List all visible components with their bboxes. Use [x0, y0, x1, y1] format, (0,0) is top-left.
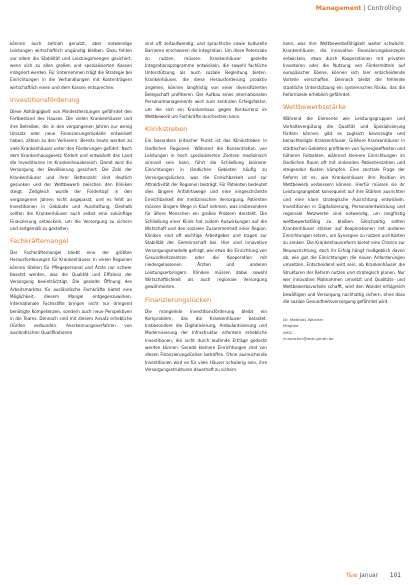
page-number: 101 [389, 573, 401, 579]
heading-klinikstreben: Klinikstreben [145, 125, 188, 134]
column-3 [283, 40, 405, 342]
footer-issue: Januar [359, 573, 379, 579]
author-org: WDC [283, 329, 293, 335]
heading-investitionsfoerderung: Investitionsförderung [10, 96, 80, 105]
col1-paragraph-1: können auch zeitnah genutzt, aber notwendige Leistungen wirtschaftlich ungünstig bleiben. Dazu fehlen vor allem die Stabilität und Leistungsmengen gesichert, wenn sich zu allen großen und spezialisierten Kassen integriert werden. Für Unternehmen trägt die Strategie bei Einrichtungen in die Verhandlungen mit Kostenträgern wirtschaftlich einen und dem Kassen entsprechen. [10, 41, 132, 90]
header-subsection: Controlling [367, 5, 401, 12]
col2-paragraph-1: sind oft zeitaufwendig, und sprachliche sowie kulturelle Barrieren erschweren die Integration. Um diese Potenziale zu nutzen, müssen Krankenhäuser gezielte Integrationsprogramme entwickeln, die sowohl fachliche Unterstützung als auch soziale Begleitung bieten. Krankenhäuser, die diese Herausforderung proaktiv angehen, können langfristig von einer diversifizierten Belegschaft profitieren. Der Aufbau eines internationalen Personalmanagements wird zum zentralen Erfolgsfaktor, um die sich ein Krankenhaus gegen Konkurrenz im Wettbewerb um Fachkräfte durchsetzen kann. [145, 41, 267, 119]
author-box [283, 317, 405, 342]
col1-paragraph-3: Der Fachkräftemangel bleibt eine der größten Herausforderungen für Krankenhäuser. In vielen Regionen können Stellen für Pflegepersonal und Ärzte nur schwer besetzt werden, was die Qualität und Effizienz der Versorgung beeinträchtigt. Die gezielte Öffnung des Arbeitsmarktes für ausländische Fachkräfte bietet eine Möglichkeit, diesem Mangel entgegenzuwirken. Internationale Fachkräfte bringen nicht nur dringend benötigte Kompetenzen, sondern auch neue Perspektiven in die Teams. Dennoch sind mit diesem Ansatz erhebliche Hürden verbunden. Anerkennungsverfahren von ausländischen Qualifikationen [10, 250, 132, 336]
column-2 [145, 40, 267, 373]
column-1 [10, 40, 132, 337]
footer-magazine: f&w [346, 573, 358, 579]
heading-finanzierungsluecken: Finanzierungslücken [145, 295, 212, 304]
author-email[interactable]: m.walcher@wdc-gmbh.de [283, 335, 334, 341]
header-section: Management [315, 5, 362, 12]
author-name: Dr. Matthias Walcher [283, 317, 324, 323]
col2-paragraph-2: Ein besonders kritischer Punkt ist das Klinikstreben in ländlichen Regionen. Während die Konzentration von Leistungen in hoch spezialisierten Zentren medizinisch sinnvoll sein kann, führt die Schließung kleinerer Einrichtungen in ländlichen Gebieten häufig zu Versorgungslücken, was die Erreichbarkeit und zur Attraktivität der Regionen beiträgt. Für Patienten bedeutet dies längere Anfahrtswege und eine eingeschränkte Erreichbarkeit der medizinischen Versorgung. Patienten müssen längere Wege in Kauf nehmen, was insbesondere für ältere Menschen ein großes Problem darstellt. Die Schließung einer Klinik hat zudem Auswirkungen auf die Wirtschaft und den sozialen Zusammenhalt einer Region. Kliniken sind oft wichtige Arbeitgeber und tragen zur Stabilität der Gemeinschaft bei. Hier sind innovative Versorgungsmodelle gefragt, wie etwa die Einrichtung von Gesundheitszentren oder die Kooperation mit niedergelassenen Ärzten und anderen Leistungserbringern. Kliniken müssen dabei sowohl Wirtschaftlichkeit als auch regionale Versorgung gewährleisten. [145, 138, 267, 290]
page-footer [346, 573, 401, 579]
col3-paragraph-2: Während die Elemente wie Leistungsgruppen und Vorhaltevergütung die Qualität und Spezialisierung fördern können, gibt es zugleich bevorzugte und benachteiligte Krankenhäuser. Größere Krankenhäuser in städtischen Gebieten profitieren von Synergieeffekten und höheren Fallzahlen, während kleinere Einrichtungen im ländlichen Raum oft mit sinkenden Patientenzahlen und steigenden Kosten kämpfen. Eine zentrale Frage der Reform ist es, wie Krankenhäuser ihre Position im Wettbewerb verbessern können. Hierfür müssen sie ihr Leistungsangebot konsequent auf ihre Stärken ausrichten und eine klare strategische Ausrichtung entwickeln. Investitionen in Digitalisierung, Personalentwicklung und regionale Netzwerke sind notwendig, um langfristig wettbewerbsfähig zu bleiben. Gleichzeitig sollten Krankenhäuser stärker auf Kooperationen mit anderen Einrichtungen setzen, um Synergien zu nutzen und Kosten zu senken. Die Krankenhausreform bietet eine Chance zur Neuausrichtung, doch ihr Erfolg hängt maßgeblich davon ab, wie gut die Einrichtungen die neuen Anforderungen umsetzen. Entscheidend wird sein, ob Krankenhäuser die Strukturen der Reform nutzen und strategisch planen. Nur wer innovative Maßnahmen umsetzt und Qualitäts- und Wettbewerbsvorteile schafft, wird den Wandel erfolgreich bewältigen und Versorgung nachhaltig sichern, ohne dass die soziale Gesundheitsversorgung gefährdet wird. [283, 116, 405, 304]
col3-paragraph-1: kann, was ihre Wettbewerbsfähigkeit weiter schwächt. Krankenhäuser, die innovative Finanzierungskonzepte entwickeln, etwa durch Kooperationen mit privaten Investoren oder die Nutzung von Fördermitteln auf europäischer Ebene, können sich hier entscheidende Vorteile verschaffen. Dennoch bleibt die fehlende staatliche Unterstützung ein systemisches Risiko, das die Reformziele erheblich gefährdet. [283, 41, 405, 98]
col1-paragraph-2: Diese Abhängigkeit von Mindestleistungen gefährdet den Fortbestand des Hauses. Die vielen Krankenhäuser und ihre Betreiber, die in den vergangenen Jahren nur wenig Umsatz oder neue Finanzierungsmodelle entwickelt haben, zählen zu den Verlierern. Bereits heute werden zu viele Krankenhäuser unter den Förderungen geführt. Nach dem Krankenhausgesetz fördert und entwickelt das Land die Investitionen im Krankenhausbereich. Damit wird die Versorgung der Bevölkerung gesichert. Die Zahl der Krankenhäuser und ihrer Bettenzahl sind deutlich gesunken und der Wettbewerb zwischen den Kliniken steigt. Zeitgleich wurde der Fördertopf in den vergangenen Jahren nicht angepasst, und es fehlt an Investitionen in Gebäude und Ausstattung. Deshalb sollten die Krankenhäuser auch selbst eine zukünftige Finanzierung entwickeln, um die Versorgung zu sichern und zeitgemäß zu gestalten. [10, 109, 132, 231]
header-separator: | [363, 5, 366, 12]
running-header [316, 5, 401, 12]
author-role: Mitglied [283, 323, 299, 329]
heading-fachkraeftemangel: Fachkräftemangel [10, 237, 69, 246]
heading-wettbewerbsstaerke: Wettbewerbsstärke [283, 103, 346, 112]
col2-paragraph-3: Die mangelnde Investitionsförderung bleibt ein Kernproblem, das die Krankenhäuser belastet. Insbesondere die Digitalisierung, Ambulantisierung und Modernisierung der Infrastruktur erfordern erhebliche Investitionen, die nicht durch laufende Erträge gedeckt werden können. Gerade kleinere Einrichtungen sind von diesen Finanzierungslücken betroffen. Ohne ausreichende Investitionen wird es für viele Häuser schwierig sein, ihre Versorgungsstrukturen dauerhaft zu sichern. [145, 308, 267, 372]
